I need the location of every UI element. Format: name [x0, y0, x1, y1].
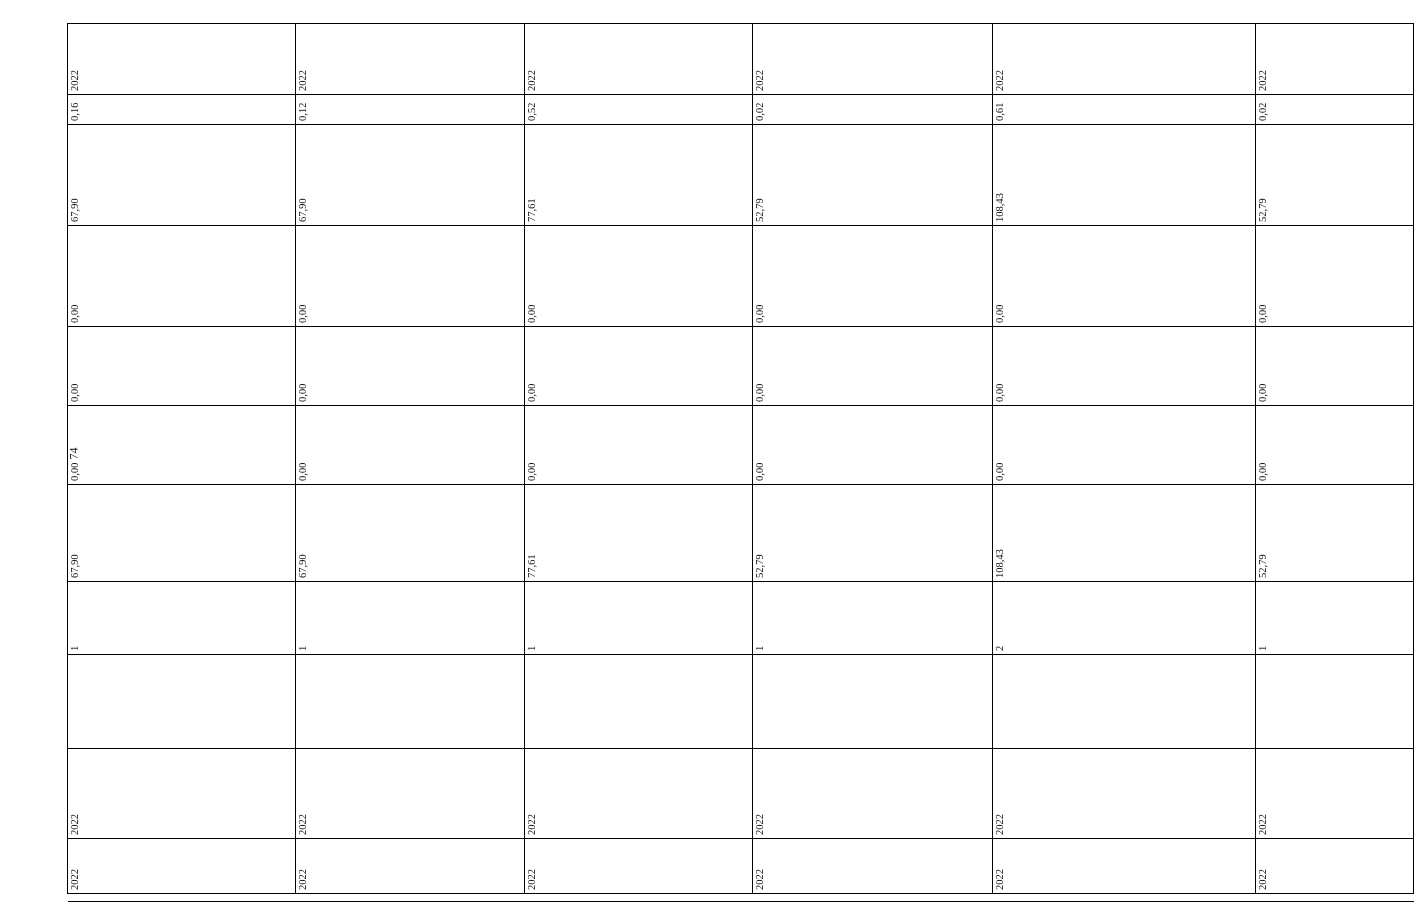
start-cell	[1256, 655, 1414, 749]
year-plan-end-cell: 2022	[1256, 839, 1414, 894]
total-cost-cell: 52,79	[752, 485, 992, 582]
cost-cell: 52,79	[752, 125, 992, 226]
table-container	[67, 24, 1270, 902]
total-cost-cell: 108,43	[992, 485, 1256, 582]
year-plan-start-cell: 2022	[296, 749, 524, 839]
cost-col-3-cell: 0,00	[296, 406, 524, 485]
total-cost-cell: 67,90	[68, 485, 296, 582]
cost-col-1-cell: 0,00	[992, 226, 1256, 327]
start-cell	[68, 655, 296, 749]
length-cell: 0,12	[296, 95, 524, 125]
start-cell	[524, 655, 752, 749]
cost-col-2-cell: 0,00	[1256, 327, 1414, 406]
cost-col-3-cell: 0,00	[524, 406, 752, 485]
cost-cell: 77,61	[524, 125, 752, 226]
cost-col-3-cell: 0,00	[1256, 406, 1414, 485]
table-row	[296, 24, 524, 902]
quantity-cell: 2	[992, 582, 1256, 655]
cost-col-2-cell: 0,00	[296, 327, 524, 406]
table-row	[68, 24, 296, 902]
quantity-cell: 1	[524, 582, 752, 655]
cost-col-2-cell: 0,00	[68, 327, 296, 406]
cost-cell: 108,43	[992, 125, 1256, 226]
row-margin-cell	[992, 894, 1256, 902]
cost-cell: 67,90	[68, 125, 296, 226]
cost-col-3-cell: 0,00	[752, 406, 992, 485]
year-plan-start-cell: 2022	[1256, 749, 1414, 839]
cost-col-1-cell: 0,00	[752, 226, 992, 327]
row-margin-cell	[1256, 894, 1414, 902]
length-cell: 0,02	[1256, 95, 1414, 125]
row-margin-cell	[752, 894, 992, 902]
year-cell: 2022	[992, 24, 1256, 95]
row-margin-cell	[296, 894, 524, 902]
quantity-cell: 1	[1256, 582, 1414, 655]
start-cell	[752, 655, 992, 749]
cost-col-2-cell: 0,00	[752, 327, 992, 406]
year-cell: 2022	[68, 24, 296, 95]
start-cell	[296, 655, 524, 749]
year-plan-end-cell: 2022	[68, 839, 296, 894]
length-cell: 0,02	[752, 95, 992, 125]
total-cost-cell: 52,79	[1256, 485, 1414, 582]
row-margin-cell	[524, 894, 752, 902]
cost-col-1-cell: 0,00	[524, 226, 752, 327]
year-plan-end-cell: 2022	[296, 839, 524, 894]
year-cell: 2022	[296, 24, 524, 95]
cost-col-1-cell: 0,00	[296, 226, 524, 327]
cost-cell: 67,90	[296, 125, 524, 226]
year-cell: 2022	[1256, 24, 1414, 95]
year-plan-end-cell: 2022	[752, 839, 992, 894]
cost-col-1-cell: 0,00	[1256, 226, 1414, 327]
total-cost-cell: 67,90	[296, 485, 524, 582]
cost-col-3-cell: 0,00	[992, 406, 1256, 485]
year-plan-start-cell: 2022	[524, 749, 752, 839]
quantity-cell: 1	[752, 582, 992, 655]
year-plan-start-cell: 2022	[992, 749, 1256, 839]
length-cell: 0,16	[68, 95, 296, 125]
total-cost-cell: 77,61	[524, 485, 752, 582]
year-cell: 2022	[524, 24, 752, 95]
length-cell: 0,52	[524, 95, 752, 125]
page-number: 74	[66, 447, 81, 460]
table-row	[524, 24, 752, 902]
cost-col-2-cell: 0,00	[992, 327, 1256, 406]
cost-cell: 52,79	[1256, 125, 1414, 226]
start-cell	[992, 655, 1256, 749]
table-row	[1256, 24, 1414, 902]
year-plan-end-cell: 2022	[992, 839, 1256, 894]
year-plan-start-cell: 2022	[68, 749, 296, 839]
cost-col-3-cell: 0,00	[68, 406, 296, 485]
cost-col-1-cell: 0,00	[68, 226, 296, 327]
length-cell: 0,61	[992, 95, 1256, 125]
quantity-cell: 1	[296, 582, 524, 655]
table-row	[752, 24, 992, 902]
year-plan-start-cell: 2022	[752, 749, 992, 839]
year-cell: 2022	[752, 24, 992, 95]
year-plan-end-cell: 2022	[524, 839, 752, 894]
table-row	[992, 24, 1256, 902]
investment-program-table	[67, 23, 1414, 902]
quantity-cell: 1	[68, 582, 296, 655]
row-margin-cell	[68, 894, 296, 902]
cost-col-2-cell: 0,00	[524, 327, 752, 406]
